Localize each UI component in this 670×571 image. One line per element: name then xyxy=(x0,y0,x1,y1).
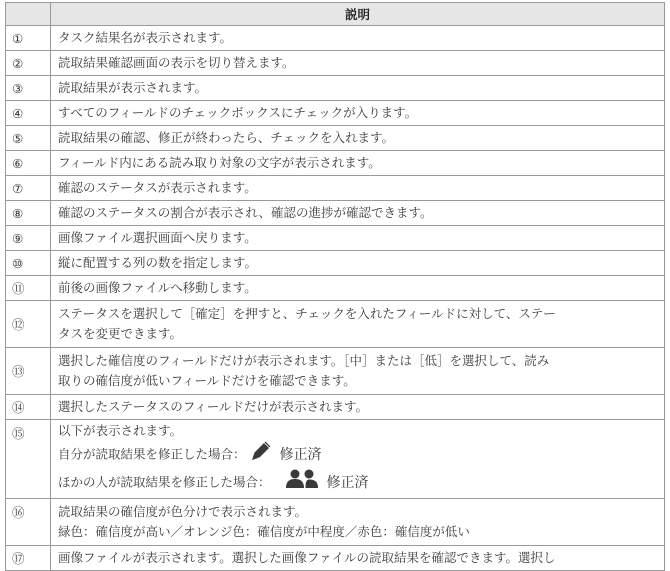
row-description xyxy=(51,251,665,276)
description-line: ステータスを選択して［確定］を押すと、チェックを入れたフィールドに対して、ステー xyxy=(58,306,556,321)
row-number: ④ xyxy=(6,101,51,126)
description-line: 選択したステータスのフィールドだけが表示されます。 xyxy=(58,399,369,414)
row-number: ⑯ xyxy=(6,499,51,546)
description-line: 確認のステータスの割合が表示され、確認の進捗が確認できます。 xyxy=(58,205,433,220)
row-number: ⑩ xyxy=(6,251,51,276)
row-number: ① xyxy=(6,26,51,51)
table-row xyxy=(6,499,665,546)
table-row xyxy=(6,51,665,76)
row-number: ⑬ xyxy=(6,348,51,395)
users-icon xyxy=(285,469,319,497)
other-modified-label: ほかの人が読取結果を修正した場合： xyxy=(58,474,271,490)
table-row xyxy=(6,276,665,301)
row-number: ⑮ xyxy=(6,420,51,499)
description-line: 読取結果の確認、修正が終わったら、チェックを入れます。 xyxy=(58,130,395,145)
row-description xyxy=(51,201,665,226)
modified-status-text: 修正済 xyxy=(279,447,322,463)
row-description xyxy=(51,420,665,499)
description-line: 緑色：確信度が高い／オレンジ色：確信度が中程度／赤色：確信度が低い xyxy=(58,524,470,539)
row-description xyxy=(51,546,665,571)
self-modified-label: 自分が読取結果を修正した場合： xyxy=(58,446,246,462)
row-description xyxy=(51,101,665,126)
description-line: 画像ファイル選択画面へ戻ります。 xyxy=(58,230,257,245)
row-description xyxy=(51,51,665,76)
description-line: 確認のステータスが表示されます。 xyxy=(58,180,257,195)
row-description xyxy=(51,151,665,176)
row-description xyxy=(51,348,665,395)
row-description xyxy=(51,176,665,201)
description-line: 読取結果の確信度が色分けで表示されます。 xyxy=(58,504,308,519)
table-row xyxy=(6,301,665,348)
table-row xyxy=(6,26,665,51)
description-line: 以下が表示されます。 xyxy=(58,423,183,438)
description-line: 画像ファイルが表示されます。選択した画像ファイルの読取結果を確認できます。選択し xyxy=(58,550,556,565)
row-description xyxy=(51,126,665,151)
modified-status-text: 修正済 xyxy=(326,475,369,491)
other-modified-line xyxy=(58,469,658,497)
row-description xyxy=(51,499,665,546)
description-column-header: 説明 xyxy=(51,3,665,26)
row-description xyxy=(51,226,665,251)
table-row xyxy=(6,176,665,201)
description-line: フィールド内にある読み取り対象の文字が表示されます。 xyxy=(58,155,381,170)
table-row xyxy=(6,395,665,420)
row-number: ⑫ xyxy=(6,301,51,348)
table-row xyxy=(6,251,665,276)
description-line: タスク結果名が表示されます。 xyxy=(58,30,233,45)
row-description xyxy=(51,395,665,420)
row-number: ⑧ xyxy=(6,201,51,226)
row-description xyxy=(51,76,665,101)
table-row xyxy=(6,348,665,395)
description-line: 選択した確信度のフィールドだけが表示されます。［中］または［低］を選択して、読み xyxy=(58,353,550,368)
description-line: すべてのフィールドのチェックボックスにチェックが入ります。 xyxy=(58,105,418,120)
row-number: ⑨ xyxy=(6,226,51,251)
description-line: 読取結果が表示されます。 xyxy=(58,80,208,95)
table-row xyxy=(6,76,665,101)
row-number: ⑪ xyxy=(6,276,51,301)
table-row xyxy=(6,101,665,126)
description-line: 前後の画像ファイルへ移動します。 xyxy=(58,280,257,295)
row-number: ⑭ xyxy=(6,395,51,420)
description-line: タスを変更できます。 xyxy=(58,326,183,341)
table-row xyxy=(6,201,665,226)
description-line: 縦に配置する列の数を指定します。 xyxy=(58,255,258,270)
description-table xyxy=(5,2,665,571)
row-number: ⑰ xyxy=(6,546,51,571)
pencil-icon xyxy=(250,441,272,469)
description-line: 取りの確信度が低いフィールドだけを確認できます。 xyxy=(58,373,356,388)
self-modified-line xyxy=(58,441,658,469)
row-description xyxy=(51,276,665,301)
table-row xyxy=(6,126,665,151)
row-number: ⑦ xyxy=(6,176,51,201)
table-row xyxy=(6,151,665,176)
row-number: ② xyxy=(6,51,51,76)
table-row xyxy=(6,420,665,499)
description-line: 読取結果確認画面の表示を切り替えます。 xyxy=(58,55,295,70)
row-number: ⑤ xyxy=(6,126,51,151)
row-number: ⑥ xyxy=(6,151,51,176)
row-number: ③ xyxy=(6,76,51,101)
number-column-header xyxy=(6,3,51,26)
row-description xyxy=(51,301,665,348)
table-row xyxy=(6,546,665,571)
table-header-row xyxy=(6,3,665,26)
table-row xyxy=(6,226,665,251)
row-description xyxy=(51,26,665,51)
